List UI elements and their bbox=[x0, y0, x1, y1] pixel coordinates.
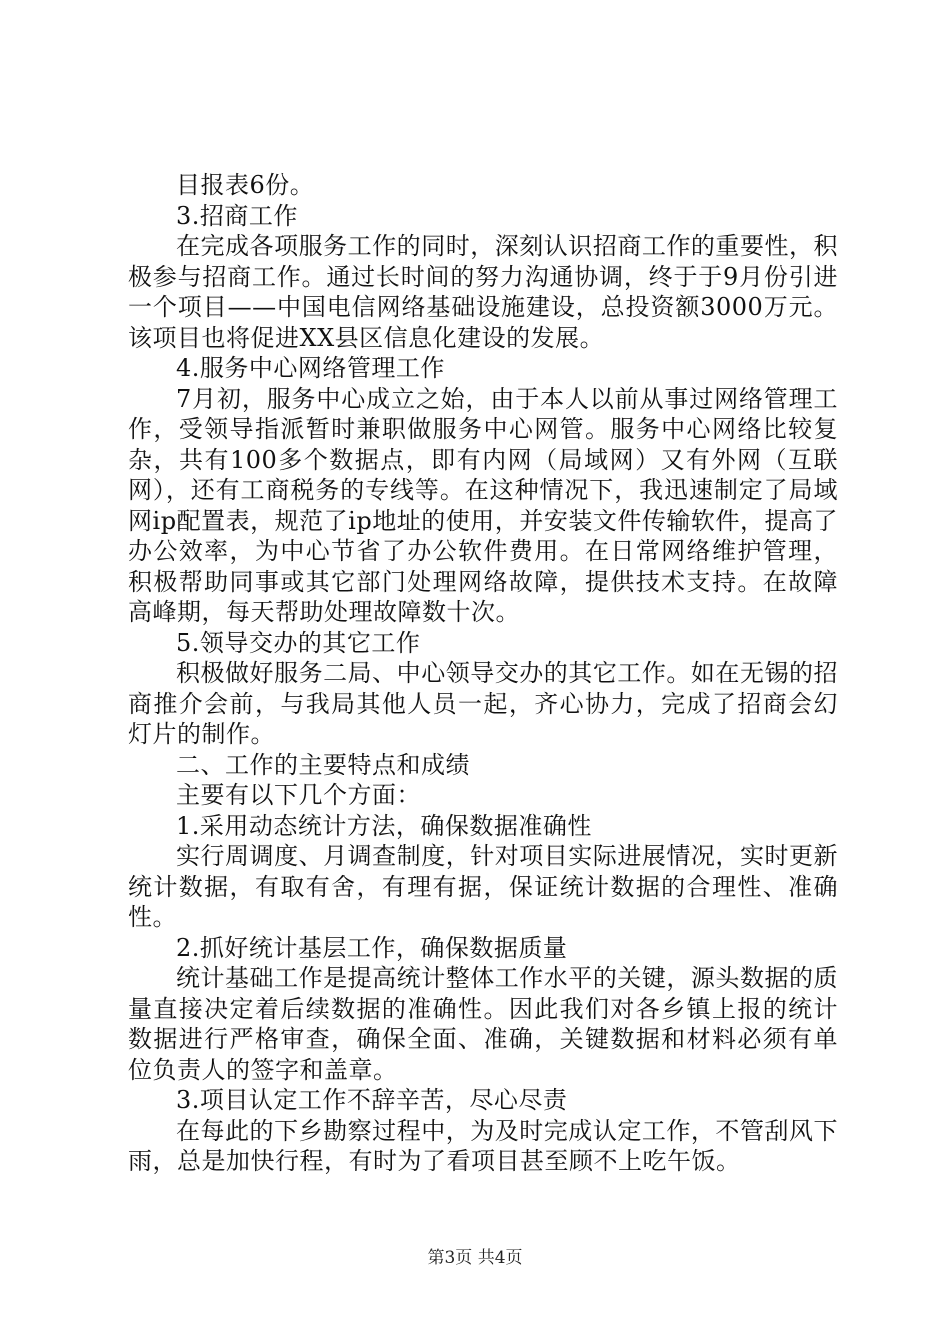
intro-line: 主要有以下几个方面： bbox=[176, 781, 421, 809]
section-heading: 3.项目认定工作不辞辛苦，尽心尽责 bbox=[176, 1086, 568, 1114]
page-number-footer: 第3页 共4页 bbox=[427, 1248, 523, 1268]
paragraph: 统计基础工作是提高统计整体工作水平的关键，源头数据的质量直接决定着后续数据的准确性。因此我们对各乡镇上报的统计数据进行严格审查，确保全面、准确，关键数据和材料必须有单位负责人的签字和盖章。 bbox=[128, 964, 838, 1084]
paragraph: 在每此的下乡勘察过程中，为及时完成认定工作，不管刮风下雨，总是加快行程，有时为了看项目甚至顾不上吃午饭。 bbox=[128, 1116, 838, 1175]
paragraph: 7月初，服务中心成立之始，由于本人以前从事过网络管理工作，受领导指派暂时兼职做服务中心网管。服务中心网络比较复杂，共有100多个数据点，即有内网（局域网）又有外网（互联网），还有工商税务的专线等。在这种情况下，我迅速制定了局域网ip配置表，规范了ip地址的使用，并安装文件传输软件，提高了办公效率，为中心节省了办公软件费用。在日常网络维护管理，积极帮助同事或其它部门处理网络故障，提供技术支持。在故障高峰期，每天帮助处理故障数十次。 bbox=[128, 384, 838, 626]
paragraph: 在完成各项服务工作的同时，深刻认识招商工作的重要性，积极参与招商工作。通过长时间的努力沟通协调，终于于9月份引进一个项目——中国电信网络基础设施建设，总投资额3000万元。该项目也将促进XX县区信息化建设的发展。 bbox=[128, 232, 838, 352]
paragraph: 目报表6份。 bbox=[176, 171, 315, 199]
paragraph: 积极做好服务二局、中心领导交办的其它工作。如在无锡的招商推介会前，与我局其他人员一起，齐心协力，完成了招商会幻灯片的制作。 bbox=[128, 659, 838, 748]
section-heading: 1.采用动态统计方法，确保数据准确性 bbox=[176, 811, 592, 840]
section-heading: 5.领导交办的其它工作 bbox=[176, 628, 421, 657]
section-heading: 3.招商工作 bbox=[176, 201, 298, 230]
section-heading: 二、工作的主要特点和成绩 bbox=[176, 750, 470, 779]
section-heading: 2.抓好统计基层工作，确保数据质量 bbox=[176, 933, 568, 962]
section-heading: 4.服务中心网络管理工作 bbox=[176, 354, 445, 382]
document-body bbox=[128, 170, 838, 1177]
paragraph: 实行周调度、月调查制度，针对项目实际进展情况，实时更新统计数据，有取有舍，有理有据，保证统计数据的合理性、准确性。 bbox=[128, 842, 838, 931]
